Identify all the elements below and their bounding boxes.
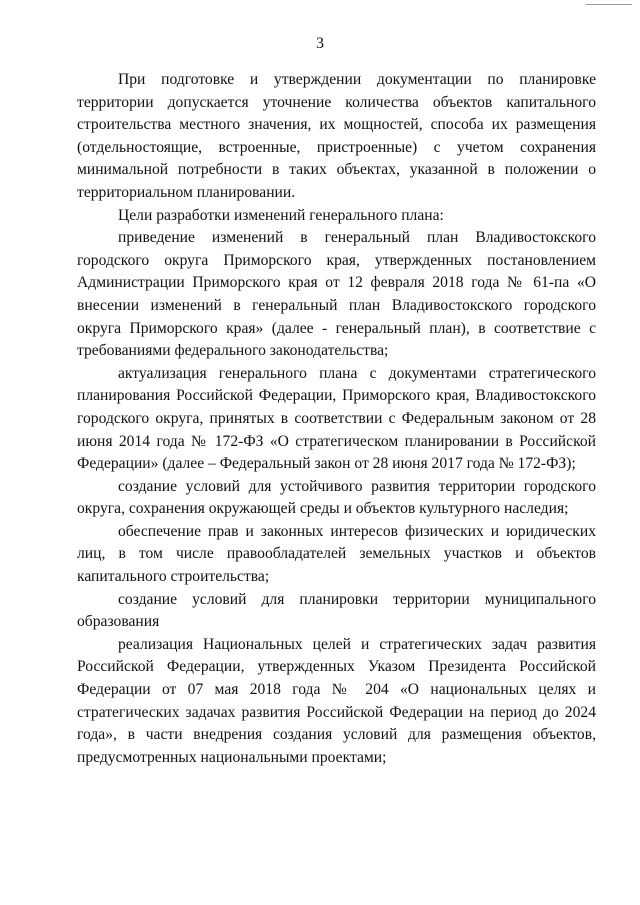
paragraph-goals-heading: Цели разработки изменений генерального плана: [118, 206, 444, 224]
paragraph-goal-rights: обеспечение прав и законных интересов физических и юридических лиц, в том числе правообладателей земельных участков и объектов капитального строительства; [77, 522, 596, 586]
paragraph-planning-documentation: При подготовке и утверждении документации по планировке территории допускается уточнение количества объектов капитального строительства местного значения, их мощностей, способа их размещения (отдельностоящие, встроенные, пристроенные) с учетом сохранения минимальной потребности в таких объектах, указанной в положении о территориальном планировании. [77, 71, 596, 201]
document-body [77, 69, 596, 769]
page-number: 3 [316, 35, 324, 52]
paragraph-goal-territory-planning: создание условий для планировки территории муниципального образования [77, 590, 596, 631]
paragraph-goal-national-targets: реализация Национальных целей и стратегических задач развития Российской Федерации, утвержденных Указом Президента Российской Федерации от 07 мая 2018 года № 204 «О национальных целях и стратегических задачах развития Российской Федерации на период до 2024 года», в части внедрения создания условий для размещения объектов, предусмотренных национальными проектами; [77, 635, 596, 766]
paragraph-goal-alignment: приведение изменений в генеральный план Владивостокского городского округа Приморского края, утвержденных постановлением Администрации Приморского края от 12 февраля 2018 года № 61-па «О внесении изменений в генеральный план Владивостокского городского округа Приморского края» (далее - генеральный план), в соответствие с требованиями федерального законодательства; [77, 229, 596, 360]
corner-rule [586, 4, 632, 5]
paragraph-goal-actualization: актуализация генерального плана с документами стратегического планирования Российской Федерации, Приморского края, Владивостокского городского округа, принятых в соответствии с Федеральным законом от 28 июня 2014 года № 172-ФЗ «О стратегическом планировании в Российской Федерации» (далее – Федеральный закон от 28 июня 2017 года № 172-ФЗ); [77, 364, 596, 473]
paragraph-goal-sustainable-development: создание условий для устойчивого развития территории городского округа, сохранения окружающей среды и объектов культурного наследия; [77, 477, 596, 518]
